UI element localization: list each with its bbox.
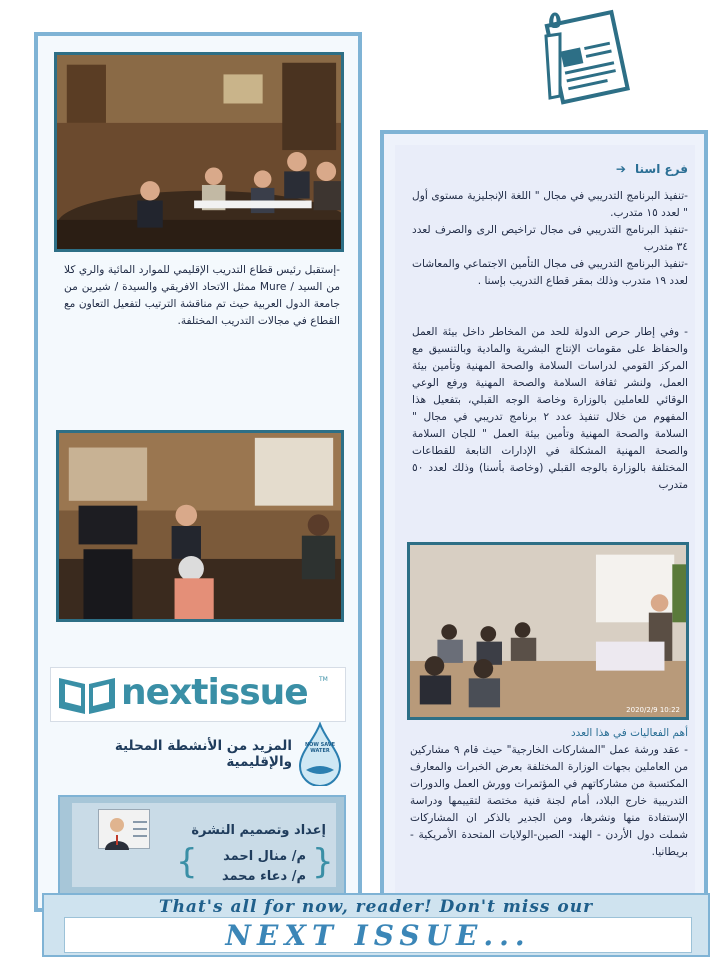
book-logo-icon: [57, 674, 117, 716]
credits-inner: [72, 803, 336, 887]
highlights-title: أهم الفعاليات في هذا العدد: [570, 727, 688, 739]
right-paragraph-3: -تنفيذ البرنامج التدريبي فى مجال التأمين الاجتماعي والمعاشات لعدد ١٩ متدرب وذلك بمقر قطاع التدريب بإسنا .: [412, 258, 688, 287]
next-issue-logo: [50, 667, 346, 722]
banner-line-1: That's all for now, reader! Don't miss our: [158, 897, 594, 917]
credits-box: [58, 795, 346, 895]
next-issue-logo-text: nextissue: [121, 672, 308, 713]
right-paragraph-4: - وفي إطار حرص الدولة للحد من المخاطر داخل بيئة العمل والحفاظ على مقومات الإنتاج البشرية والمادية وبالتنسيق مع المركز القومي لدراسات السلامة والصحة المهنية وتأمين بيئة العمل، ولنشر ثقافة السلامة والصحة المهنية ورفع الوعي الوقائي للعاملين بالوزارة وخاصة الوجه القبلي، بتفعيل هذا المفهوم من خلال تنفيذ عدد ٢ برنامج تدريبي في مجال " السلامة والصحة المهنية وتأمين بيئة العمل " للجان السلامة والصحة المهنية المشكلة في الإدارات التابعة للقطاعات المختلفة بالوزارة بالوجه القبلي (وخاصة بأسنا) وذلك لعدد ٥٠ متدرب: [412, 326, 688, 491]
right-paragraph-1: -تنفيذ البرنامج التدريبي في مجال " اللغة الإنجليزية مستوى أول " لعدد ١٥ متدرب.: [412, 190, 688, 219]
author-avatar: [98, 809, 150, 849]
brace-left-icon: {: [176, 842, 198, 882]
more-activities-text: المزيد من الأنشطة المحلية والإقليمية: [114, 738, 292, 770]
branch-title: فرع اسنا: [634, 162, 688, 176]
save-water-text: NOW SAVE WATER: [304, 742, 336, 754]
save-water-icon: [296, 722, 344, 786]
brace-right-icon: }: [312, 842, 334, 882]
left-paragraph: -إستقبل رئيس قطاع التدريب الإقليمي للموارد المائية والري كلا من السيد / Mure ممثل الاتحاد الافريقي والسيدة / شيرين من جامعة الدول العربية حيث تم مناقشة الترتيب لتفعيل التعاون مع القطاع في مجالات التدريب المختلفة.: [64, 264, 341, 327]
photo-timestamp: 2020/2/9 10:22: [626, 706, 680, 714]
trademark-mark: TM: [319, 676, 328, 683]
credits-name-1: م/ منال احمد: [223, 849, 306, 864]
arrow-left-icon: ➔: [615, 162, 626, 176]
banner-next-issue: NEXT ISSUE...: [64, 917, 692, 953]
credits-name-2: م/ دعاء محمد: [221, 869, 306, 884]
branch-title-row: [560, 158, 688, 176]
meeting-photo-1: [54, 52, 344, 252]
credits-heading: إعداد وتصميم النشرة: [191, 823, 326, 838]
right-paragraph-2: -تنفيذ البرنامج التدريبي فى مجال تراخيص الرى والصرف لعدد ٣٤ متدرب: [412, 224, 688, 253]
highlights-paragraph: - عقد ورشة عمل "المشاركات الخارجية" حيث قام ٩ مشاركين من العاملين بجهات الوزارة المختلفة بعرض الخبرات والمعارف المكتسبة من مشاركاتهم في المؤتمرات وورش العمل والدورات التدريبية خارج البلاد، أمام لجنة فنية مختصة لتقييمها ودراسة الإستفادة منها ونشرها، ومن الجدير بالذكر ان المشاركات شملت دول الأردن - الهند- الصين-الولايات المتحدة الأمريكية - بريطانيا.: [410, 744, 688, 858]
bottom-banner: [42, 893, 710, 957]
meeting-photo-2: [56, 430, 344, 622]
training-photo: [407, 542, 689, 720]
page-number: ٥: [547, 6, 563, 34]
